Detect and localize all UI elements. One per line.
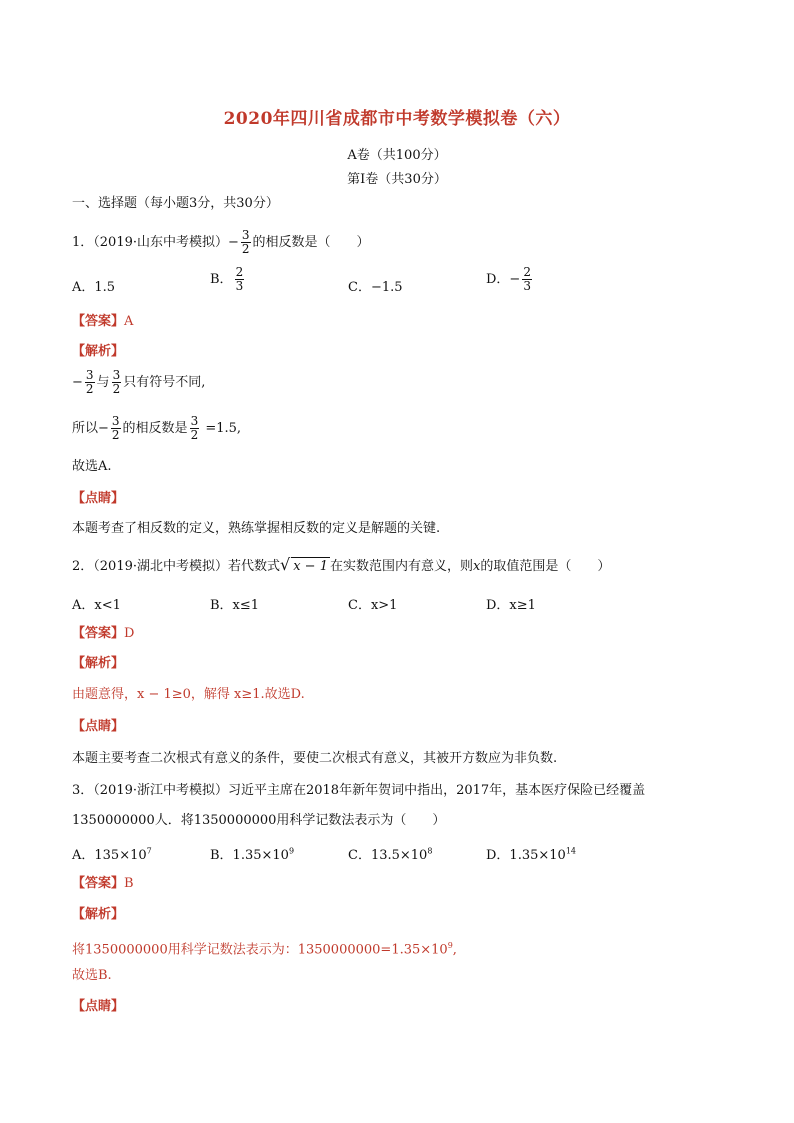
q2-comment: 本题主要考查二次根式有意义的条件，要使二次根式有意义，其被开方数应为非负数. bbox=[72, 751, 558, 766]
q1-fraction: $\frac{3}{2}$ bbox=[241, 228, 250, 256]
q1-solution-3: 故选A. bbox=[72, 459, 112, 474]
question-3-line-1: 3．（2019·浙江中考模拟）习近平主席在2018年新年贺词中指出，2017年，基本医疗保险已经覆盖 bbox=[72, 783, 646, 798]
q1-option-c: C．−1.5 bbox=[348, 280, 403, 295]
q1-answer: 【答案】A bbox=[72, 314, 134, 329]
q1-comment-label: 【点睛】 bbox=[72, 491, 125, 506]
q3-solution: 将1350000000用科学记数法表示为：$1350000000=1.35\times 10^9$, bbox=[72, 941, 457, 958]
subtitle-a-paper: A卷（共100分） bbox=[347, 148, 447, 163]
question-2: 2．（2019·湖北中考模拟）若代数式√ x − 1 在实数范围内有意义，则x的取值范围是（ ） bbox=[72, 555, 611, 574]
q1-suffix: 的相反数是（ ） bbox=[252, 235, 370, 250]
q2-option-c: C．x>1 bbox=[348, 598, 398, 613]
q2-option-d: D．x≥1 bbox=[486, 598, 536, 613]
section-heading: 一、选择题（每小题3分，共30分） bbox=[72, 196, 279, 211]
page-title: 2020年四川省成都市中考数学模拟卷（六） bbox=[223, 109, 571, 129]
q2-answer: 【答案】D bbox=[72, 626, 135, 641]
q2-analysis-label: 【解析】 bbox=[72, 656, 125, 671]
q3-option-d: D．$1.35\times 10^{14}$ bbox=[486, 846, 576, 863]
q1-option-d: D．− $\frac{2}{3}$ bbox=[486, 265, 531, 293]
q3-option-b: B．$1.35\times 10^9$ bbox=[210, 846, 295, 863]
q3-answer: 【答案】B bbox=[72, 876, 134, 891]
q2-option-a: A．x<1 bbox=[72, 598, 121, 613]
q3-analysis-label: 【解析】 bbox=[72, 907, 125, 922]
q1-option-b: B． $\frac{2}{3}$ bbox=[210, 265, 244, 293]
q1-prefix: 1．（2019·山东中考模拟） bbox=[72, 235, 228, 250]
q1-comment: 本题考查了相反数的定义，熟练掌握相反数的定义是解题的关键. bbox=[72, 521, 441, 536]
q1-option-a: A．1.5 bbox=[72, 280, 116, 295]
subtitle-part-one: 第Ⅰ卷（共30分） bbox=[347, 172, 447, 187]
q3-option-c: C．$13.5\times 10^8$ bbox=[348, 846, 433, 863]
q1-minus: − bbox=[228, 235, 239, 250]
q3-solution-2: 故选B. bbox=[72, 968, 112, 983]
q1-analysis-label: 【解析】 bbox=[72, 344, 125, 359]
question-3-line-2: 1350000000人．将1350000000用科学记数法表示为（ ） bbox=[72, 813, 446, 828]
q2-comment-label: 【点睛】 bbox=[72, 719, 125, 734]
q3-comment-label: 【点睛】 bbox=[72, 999, 125, 1014]
q2-radicand: x − 1 bbox=[293, 559, 328, 574]
question-1 bbox=[72, 228, 370, 258]
q3-option-a: A．$135\times 10^7$ bbox=[72, 846, 152, 863]
q2-solution: 由题意得，x − 1≥0，解得 x≥1.故选D. bbox=[72, 687, 305, 702]
q2-option-b: B．x≤1 bbox=[210, 598, 260, 613]
q1-solution-1: − $\frac{3}{2}$ 与 $\frac{3}{2}$ 只有符号不同, bbox=[72, 368, 206, 396]
q1-solution-2: 所以− $\frac{3}{2}$ 的相反数是 $\frac{3}{2}$ =1.5, bbox=[72, 414, 242, 442]
